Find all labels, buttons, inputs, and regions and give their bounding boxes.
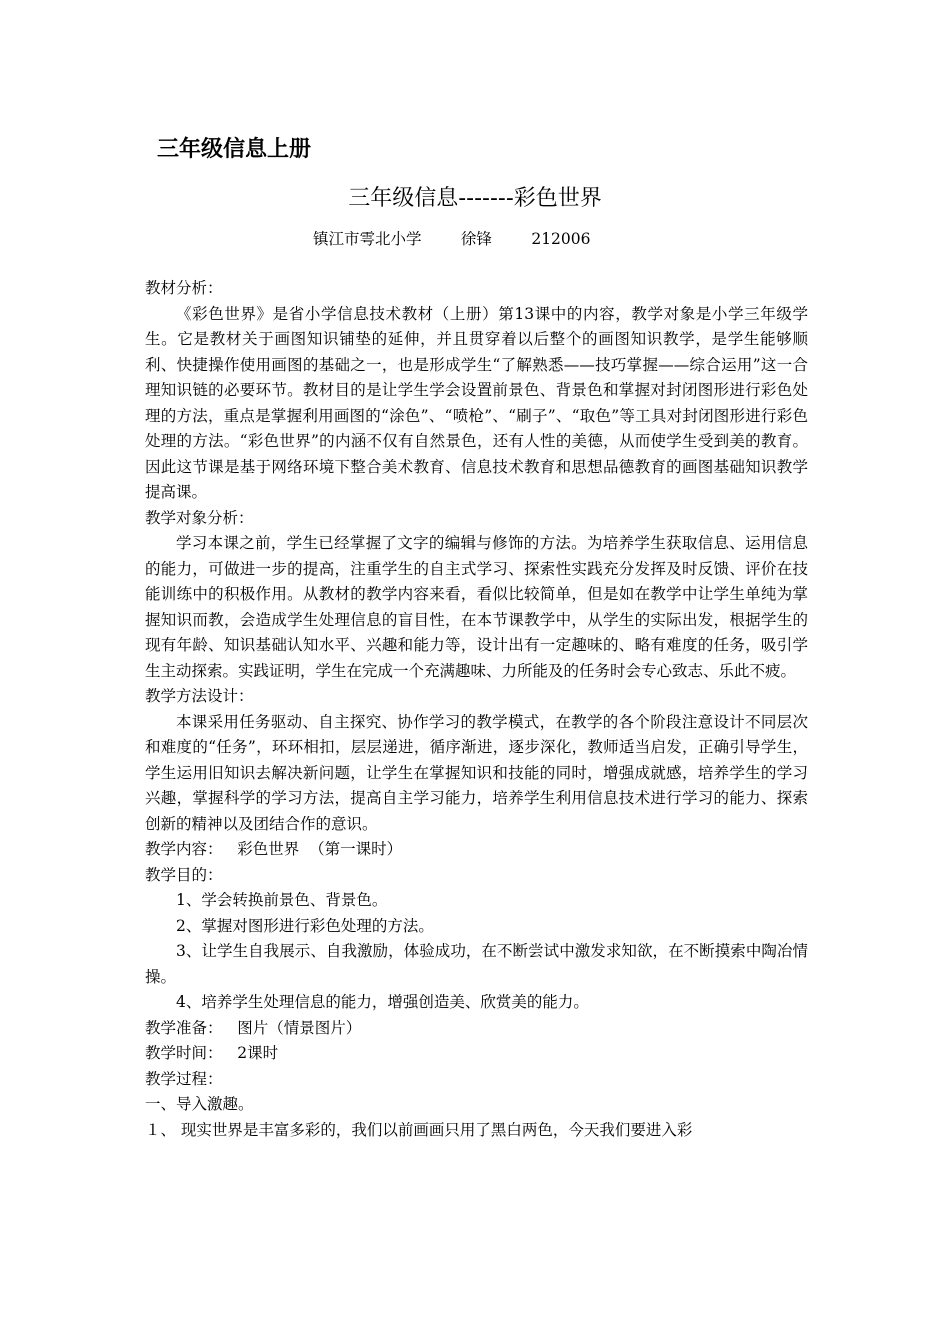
object-heading: 教学对象分析： <box>145 508 254 527</box>
goal-heading: 教学目的： <box>145 865 223 884</box>
time-line: 教学时间： 2课时 <box>145 1044 279 1062</box>
object-paragraph: 学习本课之前，学生已经掌握了文字的编辑与修饰的方法。为培养学生获取信息、运用信息的能力，可做进一步的提高，注重学生的自主式学习、探索性实践充分发挥及时反馈、评价在技能训练中的积极作用。从教材的教学内容来看，看似比较简单，但是如在教学中让学生单纯为掌握知识而教，会造成学生处理信息的盲目性，在本节课教学中，从学生的实际出发，根据学生的现有年龄、知识基础认知水平、兴趣和能力等，设计出有一定趣味的、略有难度的任务，吸引学生主动探索。实践证明，学生在完成一个充满趣味、力所能及的任务时会专心致志、乐此不疲。 <box>145 534 808 680</box>
material-heading: 教材分析： <box>145 279 223 297</box>
goal-item: 4、培养学生处理信息的能力，增强创造美、欣赏美的能力。 <box>176 993 589 1011</box>
author-line: 镇江市雩北小学 徐锋 212006 <box>313 230 591 248</box>
process-step: 一、导入激趣。 <box>145 1095 254 1113</box>
document-title: 三年级信息-------彩色世界 <box>348 186 602 211</box>
goal-item: 1、学会转换前景色、背景色。 <box>176 891 388 909</box>
page-header-title: 三年级信息上册 <box>157 137 312 162</box>
content-line: 教学内容： 彩色世界 （第一课时） <box>145 840 403 858</box>
process-step-item: １、 现实世界是丰富多彩的，我们以前画画只用了黑白两色，今天我们要进入彩 <box>145 1120 693 1139</box>
document-body <box>145 276 808 1143</box>
goal-item: 2、掌握对图形进行彩色处理的方法。 <box>176 916 434 935</box>
goal-item: 3、让学生自我展示、自我激励，体验成功，在不断尝试中激发求知欲，在不断摸索中陶冶情操。 <box>145 942 808 986</box>
method-paragraph: 本课采用任务驱动、自主探究、协作学习的教学模式，在教学的各个阶段注意设计不同层次和难度的“任务”，环环相扣，层层递进，循序渐进，逐步深化，教师适当启发，正确引导学生，学生运用旧知识去解决新问题，让学生在掌握知识和技能的同时，增强成就感，培养学生的学习兴趣，掌握科学的学习方法，提高自主学习能力，培养学生利用信息技术进行学习的能力、探索创新的精神以及团结合作的意识。 <box>145 712 808 833</box>
process-heading: 教学过程： <box>145 1069 223 1088</box>
material-paragraph: 《彩色世界》是省小学信息技术教材（上册）第13课中的内容，教学对象是小学三年级学生。它是教材关于画图知识铺垫的延伸，并且贯穿着以后整个的画图知识教学，是学生能够顺利、快捷操作使用画图的基础之一，也是形成学生“了解熟悉——技巧掌握——综合运用”这一合理知识链的必要环节。教材目的是让学生学会设置前景色、背景色和掌握对封闭图形进行彩色处理的方法，重点是掌握利用画图的“涂色”、“喷枪”、“刷子”、“取色”等工具对封闭图形进行彩色处理的方法。“彩色世界”的内涵不仅有自然景色，还有人性的美德，从而使学生受到美的教育。因此这节课是基于网络环境下整合美术教育、信息技术教育和思想品德教育的画图基础知识教学提高课。 <box>145 304 808 501</box>
prep-line: 教学准备： 图片（情景图片） <box>145 1018 362 1037</box>
method-heading: 教学方法设计： <box>145 687 254 705</box>
